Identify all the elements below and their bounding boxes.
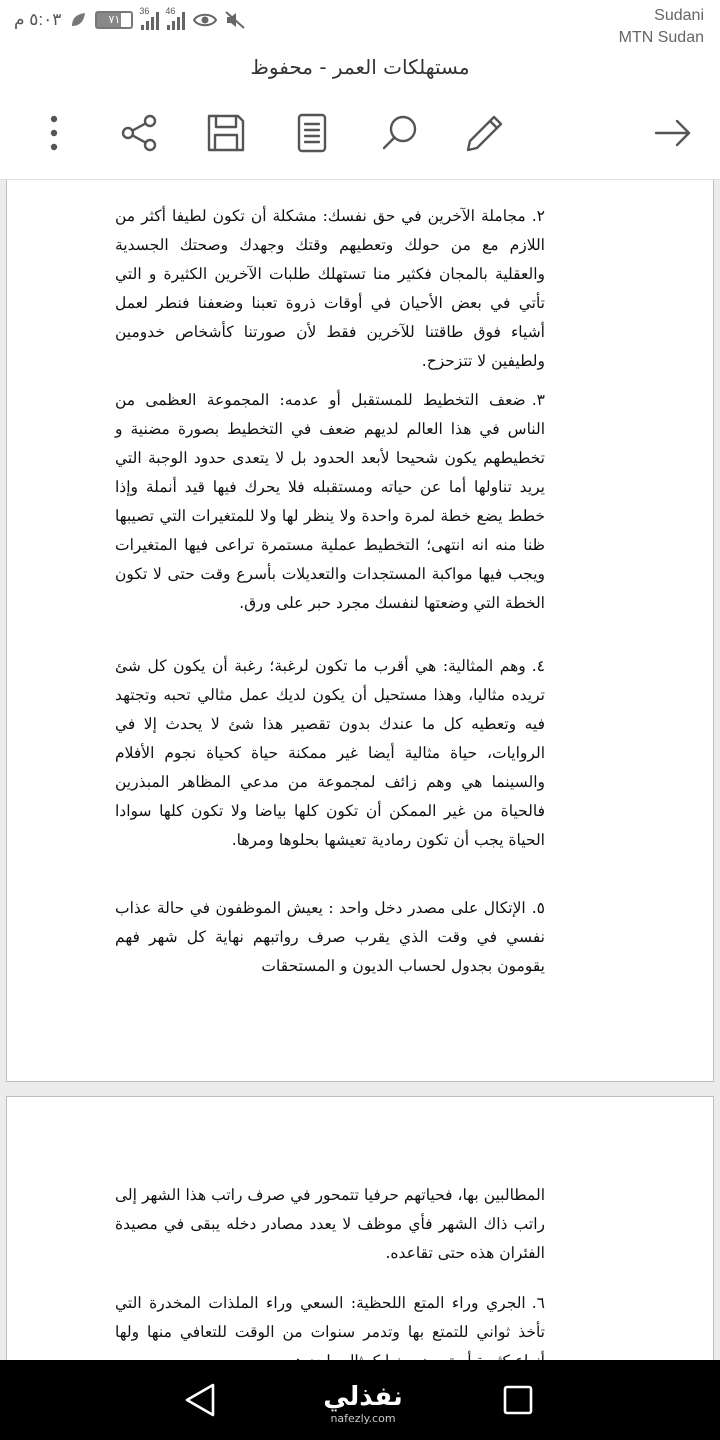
forward-arrow-icon <box>653 118 693 148</box>
more-icon <box>49 113 59 153</box>
recents-button[interactable] <box>496 1380 540 1420</box>
back-icon <box>183 1382 217 1418</box>
document-icon <box>295 112 329 154</box>
paragraph-3 <box>115 386 545 618</box>
leaf-icon <box>69 11 87 29</box>
save-icon <box>206 113 246 153</box>
paragraph-text: المطالبين بها، فحياتهم حرفيا تتمحور في صرف راتب هذا الشهر إلى راتب ذاك الشهر فأي موظف لا يعدد مصادر دخله يبقى في مصيدة الفئران هذه حتى تقاعده. <box>115 1186 545 1262</box>
status-left <box>14 6 245 30</box>
paragraph-text: الإتكال على مصدر دخل واحد : يعيش الموظفون في حالة عذاب نفسي في وقت الذي يقرب صرف رواتبهم نهاية كل شهر فهم يقومون بجدول لحساب الديون و المستحقات <box>115 899 545 975</box>
watermark-sub: nafezly.com <box>330 1412 396 1425</box>
signal-1-label: 36 <box>139 6 150 16</box>
paragraph-2 <box>115 202 545 376</box>
carrier-line2: MTN Sudan <box>618 29 704 46</box>
signal-icon-2 <box>165 6 185 30</box>
paragraph-5 <box>115 894 545 981</box>
share-button[interactable] <box>116 110 162 156</box>
watermark-main: نفذلي <box>323 1382 403 1412</box>
carrier-line1: Sudani <box>654 7 704 24</box>
paragraph-text: مجاملة الآخرين في حق نفسك: مشكلة أن تكون لطيفا أكثر من اللازم مع من حولك وتعطيهم وقتك وجهدك وصحتك الجسدية والعقلية بالمجان فكثير منا تستهلك طلبات الآخرين الكثيرة و التي تأتي في بعض الأحيان في أوقات ذروة تعبنا وضعفنا فنطر لعمل أشياء فوق طاقتنا للآخرين فقط لأن صورتنا كأشخاص خدومين ولطيفين لا تتزحزح. <box>115 207 545 370</box>
mute-icon <box>225 11 245 29</box>
eye-icon <box>193 11 217 29</box>
paragraph-number: ٢. <box>531 207 545 225</box>
back-button[interactable] <box>178 1380 222 1420</box>
paragraph-number: ٣. <box>531 391 545 409</box>
signal-icon <box>139 6 159 30</box>
paragraph-4 <box>115 652 545 855</box>
recents-icon <box>501 1383 535 1417</box>
save-button[interactable] <box>203 110 249 156</box>
navigation-bar <box>0 1360 720 1440</box>
document-page-2[interactable] <box>6 1096 714 1386</box>
carrier-info <box>619 5 704 49</box>
toolbar <box>0 88 720 180</box>
watermark-logo <box>318 1382 408 1425</box>
paragraph-number: ٦. <box>531 1294 545 1312</box>
paragraph-number: ٥. <box>531 899 545 917</box>
share-icon <box>119 113 159 153</box>
paragraph-text: ضعف التخطيط للمستقبل أو عدمه: المجموعة العظمى من الناس في هذا العالم لديهم ضعف في التخطيط بصورة مضنية و تخطيطهم يكون شحيحا لأبعد الحدود بل لا يتعدى حدود الوجبة التي يريد تناولها أما عن حياته ومستقبله فلا يحرك فيها قيد أنملة وإذا خطط يضع خطة لمرة واحدة ولا ينظر لها ولا للمتغيرات التي تصيبها ظنا منه انه انتهى؛ التخطيط عملية مستمرة تراعى فيها المتغيرات ويجب فيها مواكبة المستجدات والتعديلات بأسرع وقت حتى لا تكون الخطة التي وضعتها لنفسك مجرد حبر على ورق. <box>115 391 545 612</box>
battery-indicator <box>95 11 133 29</box>
search-button[interactable] <box>377 110 423 156</box>
paragraph-text: الجري وراء المتع اللحظية: السعي وراء الملذات المخدرة التي تأخذ ثواني للتمتع بها وتدمر سنوات من الوقت للتعافي منها ولها <box>115 1294 545 1341</box>
search-icon <box>380 113 420 153</box>
document-button[interactable] <box>289 110 335 156</box>
edit-icon <box>465 113 505 153</box>
forward-button[interactable] <box>650 110 696 156</box>
signal-2-label: 46 <box>165 6 176 16</box>
status-time: ٥:٠٣ م <box>14 10 62 29</box>
document-title: مستهلكات العمر - محفوظ <box>0 52 720 88</box>
paragraph-text: وهم المثالية: هي أقرب ما تكون لرغبة؛ رغبة أن يكون كل شئ تريده مثاليا، وهذا مستحيل أن يكون لديك عمل مثالي تحبه وتجتهد فيه وتعطيه كل ما عندك بدون تقصير هذا شئ لا يحدث إلا في الروايات، حياة مثالية أيضا غير ممكنة حياة كحياة نجوم الأفلام والسينما هي وهم زائف لمجموعة من مدعي المظاهر المبذرين فالحياة من غير الممكن أن تكون كلها بياضا ولا تكون كلها سوادا الحياة يجب أن تكون رمادية تعيشها بحلوها ومرها. <box>115 657 545 849</box>
more-button[interactable] <box>31 110 77 156</box>
document-page-1[interactable] <box>6 180 714 1082</box>
edit-button[interactable] <box>462 110 508 156</box>
status-bar <box>0 0 720 52</box>
battery-level: ٧١ <box>108 14 121 26</box>
paragraph-number: ٤. <box>531 657 545 675</box>
paragraph-5-continued <box>115 1181 545 1268</box>
